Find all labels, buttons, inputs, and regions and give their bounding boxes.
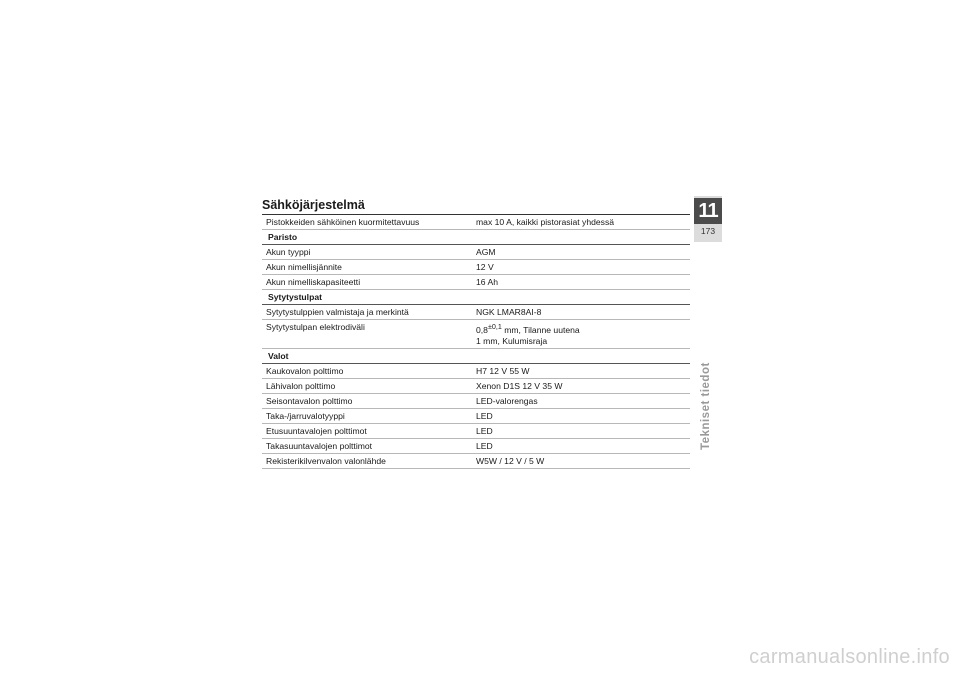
row-value: LED (472, 438, 690, 453)
value-line-new (476, 322, 687, 336)
row-value: AGM (472, 245, 690, 260)
table-row (262, 320, 690, 349)
value-tolerance: ±0,1 (487, 323, 502, 331)
table-row (262, 245, 690, 260)
row-label: Etusuuntavalojen polttimot (262, 423, 472, 438)
chapter-side-label (700, 360, 720, 450)
table-row (262, 305, 690, 320)
row-label: Rekisterikilvenvalon valonlähde (262, 453, 472, 468)
table-row (262, 408, 690, 423)
row-value: LED (472, 408, 690, 423)
row-value: 12 V (472, 260, 690, 275)
row-label: Akun tyyppi (262, 245, 472, 260)
row-label: Sytytystulpan elektrodiväli (262, 320, 472, 349)
page-number: 173 (700, 226, 716, 236)
table-row (262, 275, 690, 290)
spec-table (262, 215, 690, 469)
group-header: Valot (262, 348, 690, 363)
row-value: H7 12 V 55 W (472, 363, 690, 378)
table-row (262, 423, 690, 438)
value-base: 0,8 (476, 324, 488, 335)
row-label: Pistokkeiden sähköinen kuormitettavuus (262, 215, 472, 230)
row-label: Takasuuntavalojen polttimot (262, 438, 472, 453)
value-rest: mm, Tilanne uutena (501, 324, 580, 335)
group-header-row (262, 348, 690, 363)
row-label: Akun nimelliskapasiteetti (262, 275, 472, 290)
row-label: Taka-/jarruvalotyyppi (262, 408, 472, 423)
row-label: Seisontavalon polttimo (262, 393, 472, 408)
table-row (262, 438, 690, 453)
table-row (262, 453, 690, 468)
group-header: Sytytystulpat (262, 290, 690, 305)
row-label: Sytytystulppien valmistaja ja merkintä (262, 305, 472, 320)
group-header-row (262, 290, 690, 305)
row-value: Xenon D1S 12 V 35 W (472, 378, 690, 393)
row-value: LED-valorengas (472, 393, 690, 408)
row-value: NGK LMAR8AI-8 (472, 305, 690, 320)
table-row (262, 393, 690, 408)
row-label: Lähivalon polttimo (262, 378, 472, 393)
watermark: carmanualsonline.info (749, 646, 950, 668)
chapter-number: 11 (694, 198, 722, 224)
chapter-tab (694, 196, 722, 242)
row-value: LED (472, 423, 690, 438)
group-header: Paristo (262, 230, 690, 245)
table-row (262, 363, 690, 378)
table-row (262, 215, 690, 230)
row-value (472, 320, 690, 349)
row-label: Kaukovalon polttimo (262, 363, 472, 378)
table-row (262, 260, 690, 275)
value-line-wear: 1 mm, Kulumisraja (476, 335, 548, 346)
chapter-title: Tekniset tiedot (700, 362, 712, 450)
section-title: Sähköjärjestelmä (262, 196, 690, 215)
group-header-row (262, 230, 690, 245)
table-row (262, 378, 690, 393)
row-value: 16 Ah (472, 275, 690, 290)
row-value: W5W / 12 V / 5 W (472, 453, 690, 468)
spec-section (262, 196, 690, 469)
row-label: Akun nimellisjännite (262, 260, 472, 275)
row-value: max 10 A, kaikki pistorasiat yhdessä (472, 215, 690, 230)
